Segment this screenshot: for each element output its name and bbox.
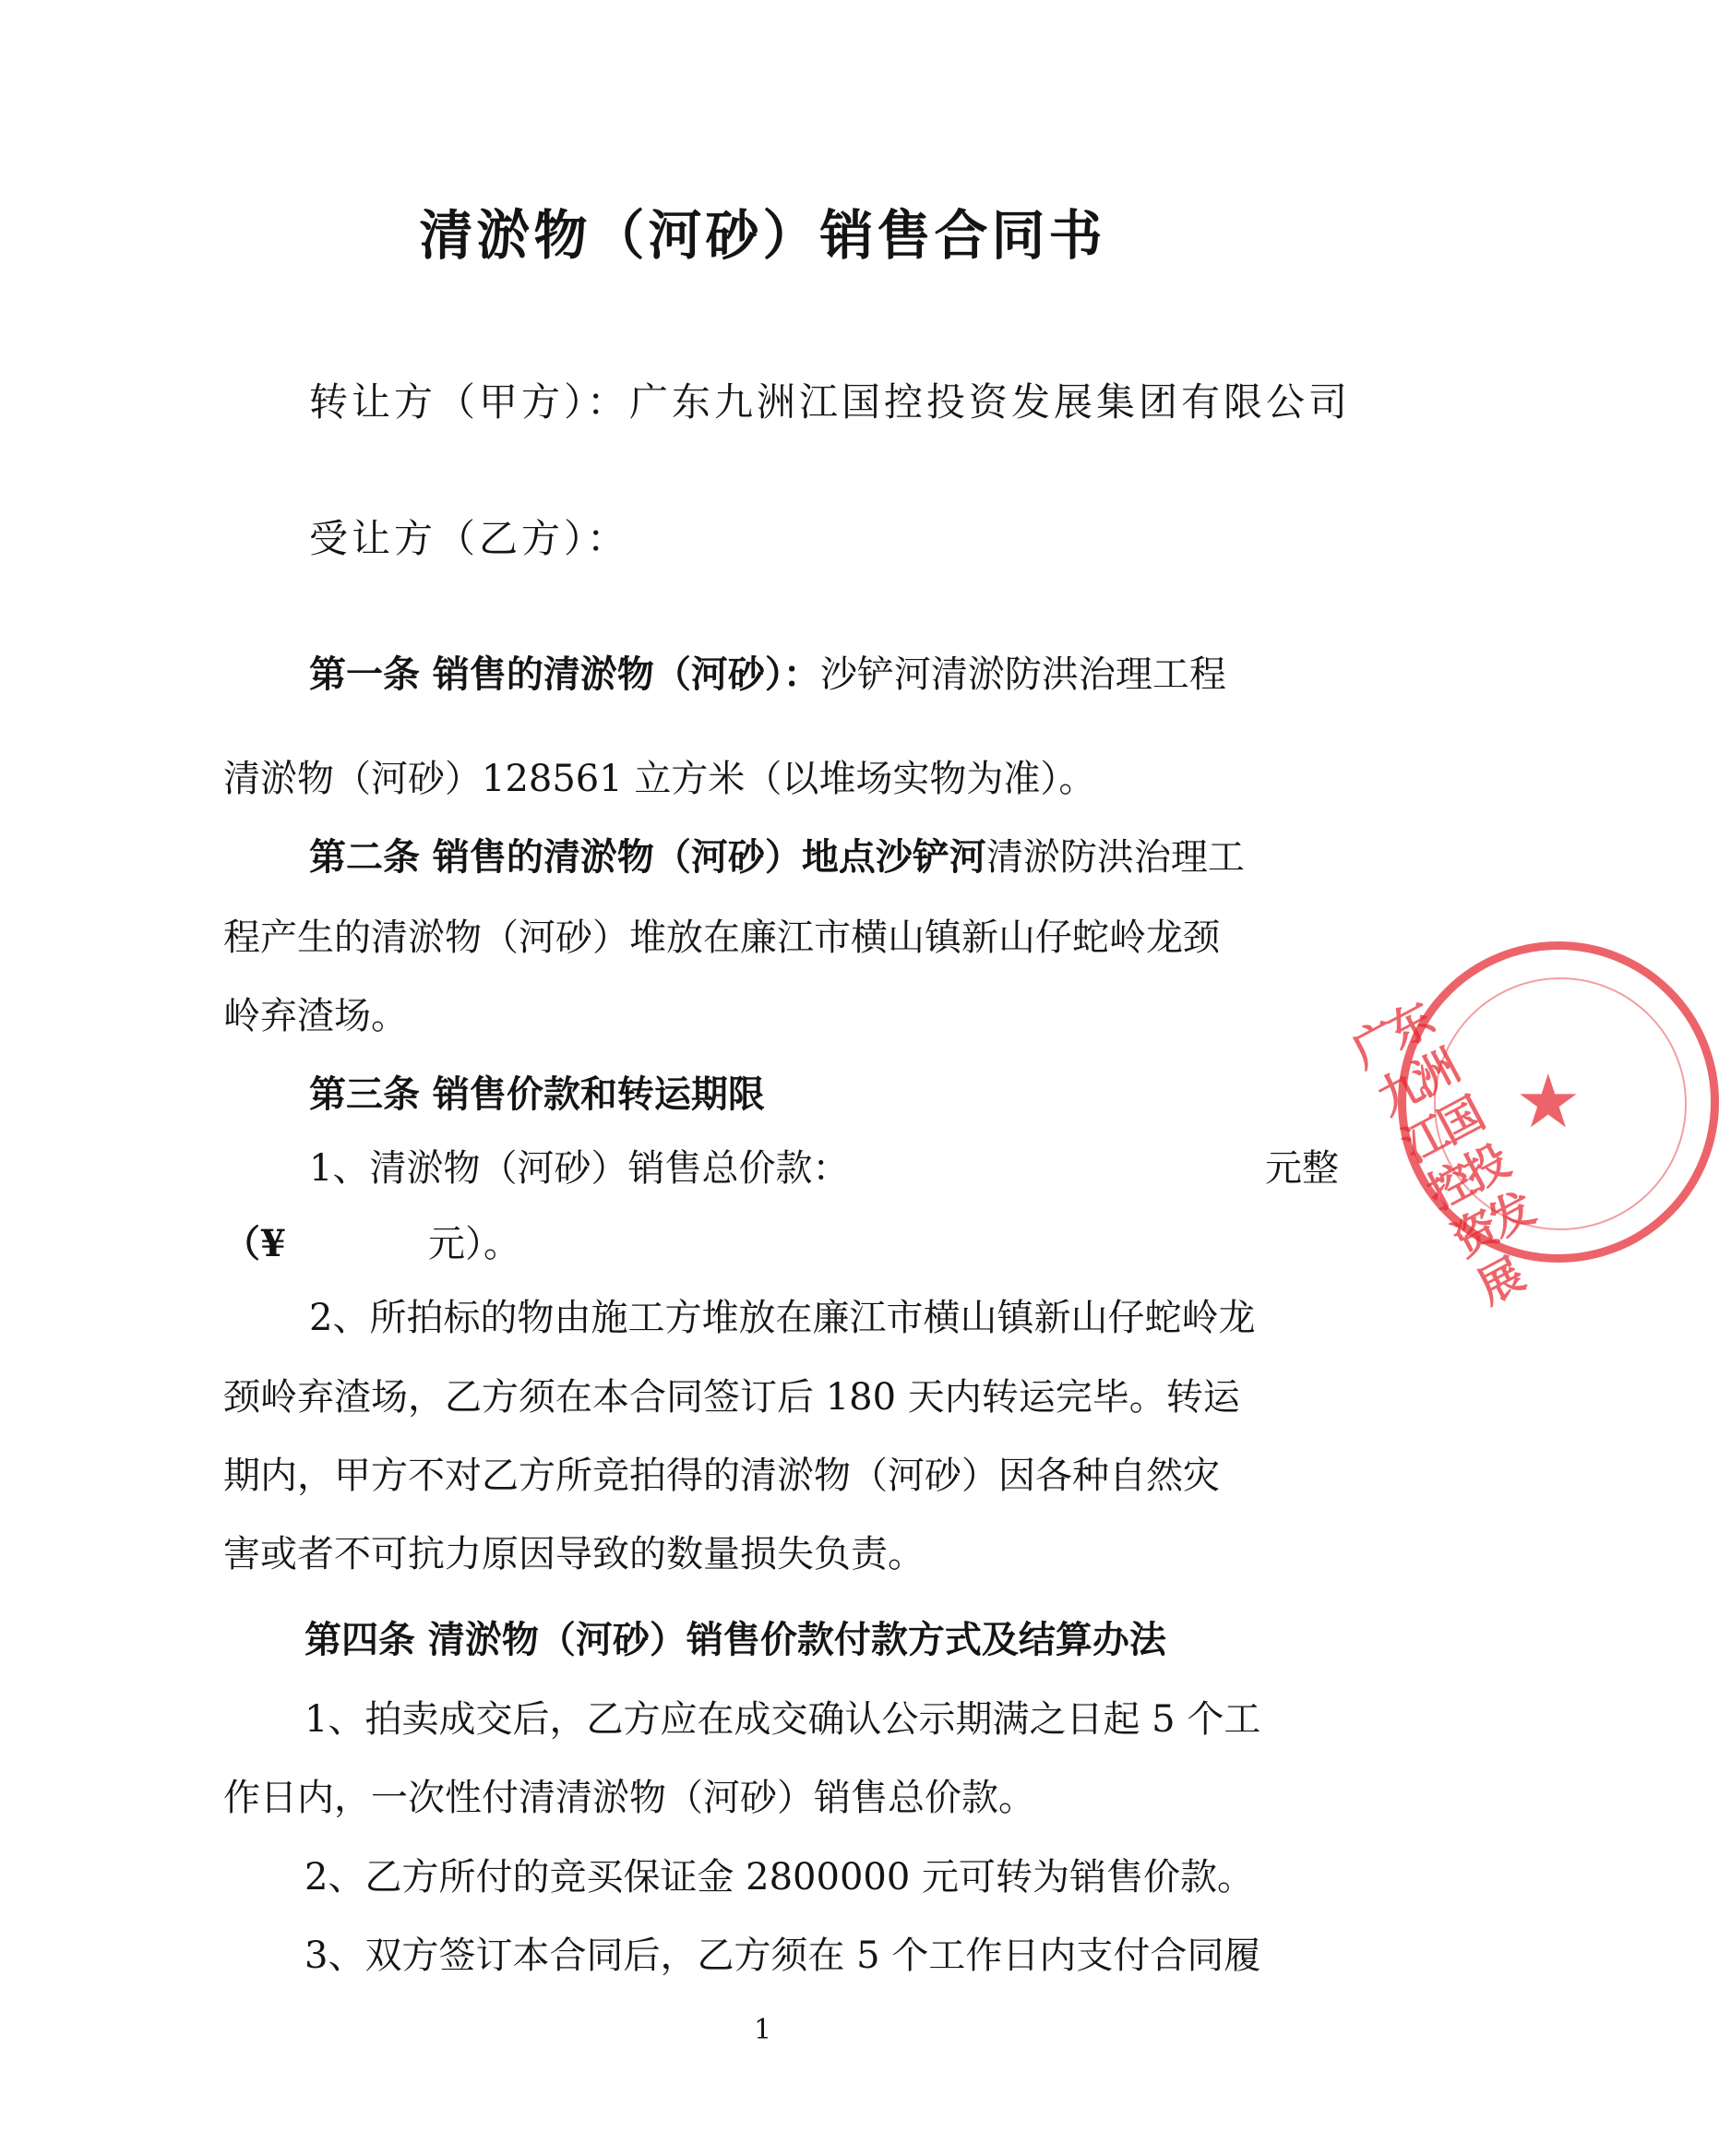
article-4-heading: 第四条 清淤物（河砂）销售价款付款方式及结算办法 [304,1618,1166,1661]
article-1-line-2: 清淤物（河砂）128561 立方米（以堆场实物为准）。 [223,758,1096,800]
article-3-item-2-line-1: 2、所拍标的物由施工方堆放在廉江市横山镇新山仔蛇岭龙 [309,1297,1256,1339]
article-3-item-2-line-2: 颈岭弃渣场，乙方须在本合同签订后 180 天内转运完毕。转运 [223,1376,1240,1419]
article-1-line-1 [309,651,1226,699]
article-3-item-1 [309,1144,1339,1192]
article-2-line-3: 岭弃渣场。 [223,995,408,1037]
document-title: 清淤物（河砂）销售合同书 [419,204,1106,267]
yuan-close: 元）。 [428,1223,520,1265]
total-price-unit: 元整 [1265,1147,1339,1190]
page-number: 1 [753,2014,772,2046]
article-3-item-2-line-4: 害或者不可抗力原因导致的数量损失负责。 [223,1533,925,1575]
article-1-text: 沙铲河清淤防洪治理工程 [819,653,1226,696]
article-3-item-2-line-3: 期内，甲方不对乙方所竞拍得的清淤物（河砂）因各种自然灾 [223,1455,1220,1497]
article-2-text: 清淤防洪治理工 [985,836,1245,879]
company-seal [1343,941,1719,1315]
seal-star-icon: ★ [1515,1059,1582,1144]
article-2-line-1 [309,833,1245,881]
article-1-heading: 第一条 销售的清淤物（河砂）： [309,653,820,696]
article-3-heading: 第三条 销售价款和转运期限 [309,1072,765,1116]
party-b-line: 受让方（乙方）： [309,516,630,561]
yen-open: （¥ [223,1222,286,1265]
article-4-item-2: 2、乙方所付的竞买保证金 2800000 元可转为销售价款。 [304,1856,1255,1898]
party-a-line: 转让方（甲方）：广东九洲江国控投资发展集团有限公司 [309,379,1352,425]
article-4-item-3: 3、双方签订本合同后，乙方须在 5 个工作日内支付合同履 [304,1934,1261,1977]
article-4-item-1-line-1: 1、拍卖成交后，乙方应在成交确认公示期满之日起 5 个工 [304,1698,1261,1741]
total-price-label: 1、清淤物（河砂）销售总价款： [309,1147,850,1190]
article-4-item-1-line-2: 作日内，一次性付清清淤物（河砂）销售总价款。 [223,1777,1035,1819]
article-2-line-2: 程产生的清淤物（河砂）堆放在廉江市横山镇新山仔蛇岭龙颈 [223,916,1220,959]
article-2-heading: 第二条 销售的清淤物（河砂）地点沙铲河 [309,835,986,879]
seal-text: 广东九洲江国控投资发展 [1343,994,1541,1315]
